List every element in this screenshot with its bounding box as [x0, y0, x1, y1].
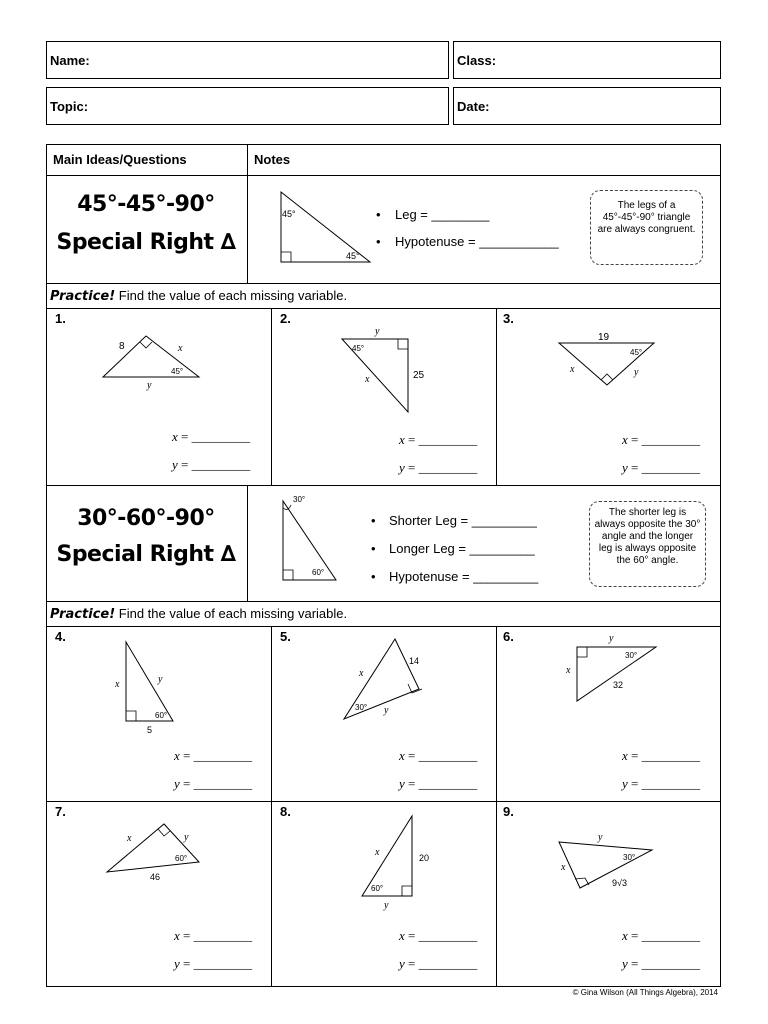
side-label: 19: [598, 332, 610, 343]
section1-title-line2: Special Right ∆: [56, 230, 236, 255]
side-label: x: [115, 679, 120, 690]
hyp2-text: Hypotenuse = _________: [389, 569, 539, 584]
problem-cell-2: [271, 308, 497, 486]
diagram2-angle-top: 30°: [293, 495, 306, 504]
section1-notes-cell: [247, 175, 721, 284]
topic-label: Topic:: [50, 99, 89, 114]
class-box: [453, 41, 721, 79]
problem-cell-1: [46, 308, 272, 486]
practice1-row: [46, 283, 721, 309]
name-box: [46, 41, 449, 79]
angle-label: 45°: [171, 367, 184, 376]
problem-number: 6.: [503, 629, 514, 644]
answer-y: y = _________: [174, 956, 253, 971]
name-field[interactable]: [102, 42, 448, 78]
angle-label: 60°: [371, 884, 384, 893]
side-label: x: [127, 833, 132, 844]
practice1-heading: Practice!: [50, 289, 116, 304]
name-label: Name:: [50, 53, 90, 68]
class-field[interactable]: [506, 42, 720, 78]
section2-title-line1: 30°-60°-90°: [77, 506, 215, 531]
angle-label: 45°: [352, 344, 365, 353]
answer-y: y = _________: [174, 776, 253, 791]
practice1-instruction: Find the value of each missing variable.: [118, 288, 348, 303]
triangle-9: [497, 810, 722, 900]
practice2-instruction: Find the value of each missing variable.: [118, 606, 348, 621]
side-label: y: [634, 367, 639, 378]
copyright-footer: © Gina Wilson (All Things Algebra), 2014: [572, 988, 718, 997]
triangle-1: [47, 319, 273, 409]
practice1-text: [50, 288, 347, 304]
side-label: 32: [613, 680, 624, 690]
side-label: y: [158, 674, 163, 685]
section1-title-cell: [46, 175, 248, 284]
side-label: 8: [119, 341, 125, 352]
side-label: 20: [419, 853, 430, 863]
section2-title-cell: [46, 485, 248, 602]
diagram-45-45-90: [272, 180, 382, 280]
leg-text: Leg = ________: [395, 207, 490, 222]
problem-number: 9.: [503, 804, 514, 819]
problem-number: 3.: [503, 311, 514, 326]
answer-x: x = _________: [622, 432, 701, 447]
leg-bullet: •: [376, 207, 381, 222]
section1-title-line1: 45°-45°-90°: [77, 192, 215, 217]
triangle-5: [272, 631, 498, 741]
triangle-8: [272, 806, 498, 916]
side-label: 46: [150, 872, 161, 882]
long-bullet: •: [371, 541, 376, 556]
problem-number: 2.: [280, 311, 291, 326]
problem-cell-8: [271, 801, 497, 987]
angle-label: 30°: [625, 651, 638, 660]
angle-label: 30°: [355, 703, 368, 712]
topic-box: [46, 87, 449, 125]
side-label: y: [147, 380, 152, 391]
answer-x: x = _________: [399, 432, 478, 447]
problem-cell-3: [496, 308, 721, 486]
triangle-6: [497, 631, 722, 721]
answer-x: x = _________: [174, 748, 253, 763]
side-label: y: [184, 832, 189, 843]
hyp-bullet: •: [376, 234, 381, 249]
col1-header-cell: [46, 144, 248, 176]
angle-label: 30°: [623, 853, 636, 862]
triangle-2: [272, 319, 498, 419]
short-text: Shorter Leg = _________: [389, 513, 537, 528]
answer-y: y = _________: [622, 776, 701, 791]
problem-cell-4: [46, 626, 272, 802]
problem-cell-7: [46, 801, 272, 987]
problem-cell-9: [496, 801, 721, 987]
answer-y: y = _________: [622, 460, 701, 475]
angle-label: 60°: [155, 711, 168, 720]
diagram1-angle-bottom: 45°: [346, 251, 360, 261]
side-label: x: [178, 343, 183, 354]
class-label: Class:: [457, 53, 497, 68]
problem-cell-5: [271, 626, 497, 802]
topic-field[interactable]: [102, 88, 448, 124]
angle-label: 45°: [630, 348, 643, 357]
answer-y: y = _________: [622, 956, 701, 971]
side-label: y: [609, 633, 614, 644]
date-box: [453, 87, 721, 125]
side-label: 9√3: [612, 878, 627, 888]
practice2-heading: Practice!: [50, 607, 116, 622]
triangle-4: [47, 631, 273, 741]
side-label: x: [570, 364, 575, 375]
answer-y: y = _________: [399, 776, 478, 791]
answer-x: x = _________: [174, 928, 253, 943]
problem-cell-6: [496, 626, 721, 802]
side-label: x: [375, 847, 380, 858]
diagram1-angle-top: 45°: [282, 209, 296, 219]
hyp-text: Hypotenuse = ___________: [395, 234, 559, 249]
date-field[interactable]: [506, 88, 720, 124]
side-label: x: [365, 374, 370, 385]
side-label: x: [359, 668, 364, 679]
answer-x: x = _________: [622, 928, 701, 943]
callout-30: The shorter leg is always opposite the 30° angle and the longer leg is always opposite the 60° angle.: [589, 501, 706, 587]
problem-number: 4.: [55, 629, 66, 644]
side-label: y: [384, 705, 389, 716]
answer-x: x = _________: [399, 748, 478, 763]
col2-header: Notes: [254, 152, 291, 167]
triangle-3: [497, 319, 722, 409]
problem-number: 8.: [280, 804, 291, 819]
hyp2-bullet: •: [371, 569, 376, 584]
side-label: y: [375, 326, 380, 337]
answer-y: y = _________: [399, 956, 478, 971]
answer-y: y = _________: [172, 457, 251, 472]
answer-x: x = _________: [399, 928, 478, 943]
practice2-text: [50, 606, 347, 622]
side-label: 25: [413, 370, 425, 381]
problem-number: 1.: [55, 311, 66, 326]
answer-y: y = _________: [399, 460, 478, 475]
angle-label: 60°: [175, 854, 188, 863]
short-bullet: •: [371, 513, 376, 528]
practice2-row: [46, 601, 721, 627]
answer-x: x = _________: [172, 429, 251, 444]
long-text: Longer Leg = _________: [389, 541, 535, 556]
diagram2-angle-bottom: 60°: [312, 568, 325, 577]
col2-header-cell: [247, 144, 721, 176]
side-label: x: [566, 665, 571, 676]
side-label: y: [598, 832, 603, 843]
problem-number: 5.: [280, 629, 291, 644]
section2-notes-cell: [247, 485, 721, 602]
problem-number: 7.: [55, 804, 66, 819]
side-label: y: [384, 900, 389, 911]
col1-header: Main Ideas/Questions: [53, 152, 187, 167]
section2-title-line2: Special Right ∆: [56, 542, 236, 567]
diagram-30-60-90: [274, 488, 354, 598]
side-label: 14: [409, 656, 420, 666]
date-label: Date:: [457, 99, 490, 114]
triangle-7: [47, 810, 273, 900]
callout-45: The legs of a 45°-45°-90° triangle are always congruent.: [590, 190, 703, 265]
side-label: 5: [147, 725, 153, 735]
answer-x: x = _________: [622, 748, 701, 763]
side-label: x: [561, 862, 566, 873]
